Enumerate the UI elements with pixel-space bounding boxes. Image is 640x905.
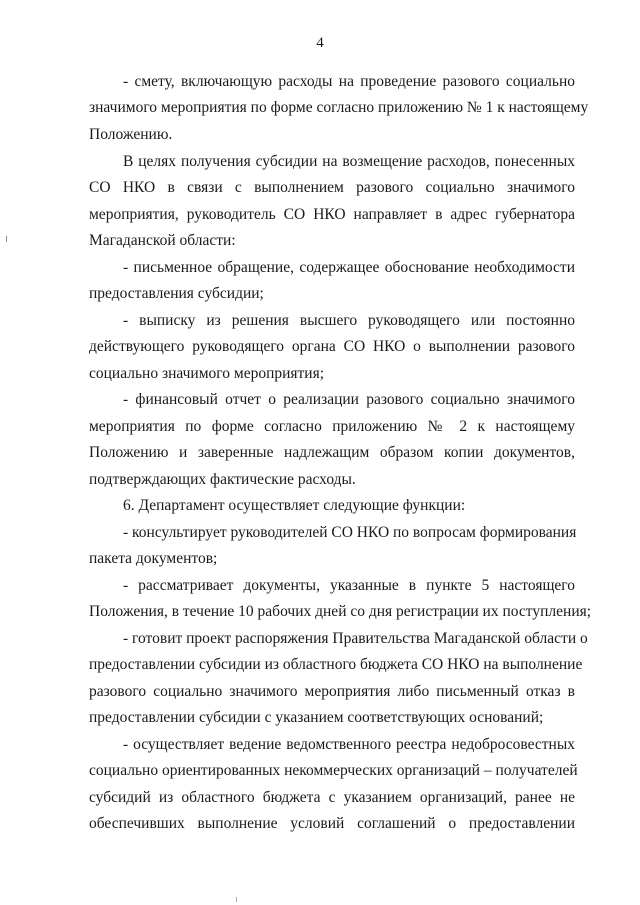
text-line: подтверждающих фактические расходы.: [89, 471, 356, 488]
text-line: - рассматривает документы, указанные в пункте 5 настоящего: [123, 577, 575, 594]
text-line: социально ориентированных некоммерческих организаций – получателей: [89, 762, 578, 779]
text-line: Положения, в течение 10 рабочих дней со дня регистрации их поступления;: [89, 603, 592, 620]
text-line: Положению и заверенные надлежащим образом копии документов,: [89, 444, 575, 461]
text-line: - письменное обращение, содержащее обоснование необходимости: [123, 259, 575, 276]
text-line: СО НКО в связи с выполнением разового социально значимого: [89, 179, 575, 196]
text-line: - финансовый отчет о реализации разового социально значимого: [123, 391, 575, 408]
text-line: мероприятия по форме согласно приложению № 2 к настоящему: [89, 418, 575, 435]
text-line: социально значимого мероприятия;: [89, 365, 325, 382]
text-line: мероприятия, руководитель СО НКО направляет в адрес губернатора: [89, 206, 575, 223]
text-line: - консультирует руководителей СО НКО по вопросам формирования: [123, 524, 577, 541]
text-line: В целях получения субсидии на возмещение расходов, понесенных: [123, 153, 575, 170]
text-line: значимого мероприятия по форме согласно приложению № 1 к настоящему: [89, 99, 589, 116]
page-number: 4: [316, 35, 324, 51]
text-line: предоставлении субсидии из областного бюджета СО НКО на выполнение: [89, 656, 583, 673]
text-line: Магаданской области:: [89, 232, 236, 249]
text-line: - готовит проект распоряжения Правительства Магаданской области о: [123, 630, 588, 647]
text-line: субсидий из областного бюджета с указанием организаций, ранее не: [89, 789, 575, 806]
text-line: Положению.: [89, 126, 173, 143]
text-line: предоставлении субсидии с указанием соответствующих оснований;: [89, 709, 544, 726]
text-line: - смету, включающую расходы на проведение разового социально: [123, 73, 575, 90]
text-line: - выписку из решения высшего руководящего или постоянно: [123, 312, 575, 329]
text-line: пакета документов;: [89, 550, 218, 567]
text-line: разового социально значимого мероприятия либо письменный отказ в: [89, 683, 575, 700]
text-line: обеспечивших выполнение условий соглашений о предоставлении: [89, 815, 575, 832]
text-line: - осуществляет ведение ведомственного реестра недобросовестных: [123, 736, 575, 753]
scan-mark: [236, 897, 237, 902]
margin-mark: [6, 236, 7, 242]
text-line: действующего руководящего органа СО НКО о выполнении разового: [89, 338, 575, 355]
text-line: предоставления субсидии;: [89, 285, 264, 302]
text-line: 6. Департамент осуществляет следующие функции:: [123, 497, 466, 514]
